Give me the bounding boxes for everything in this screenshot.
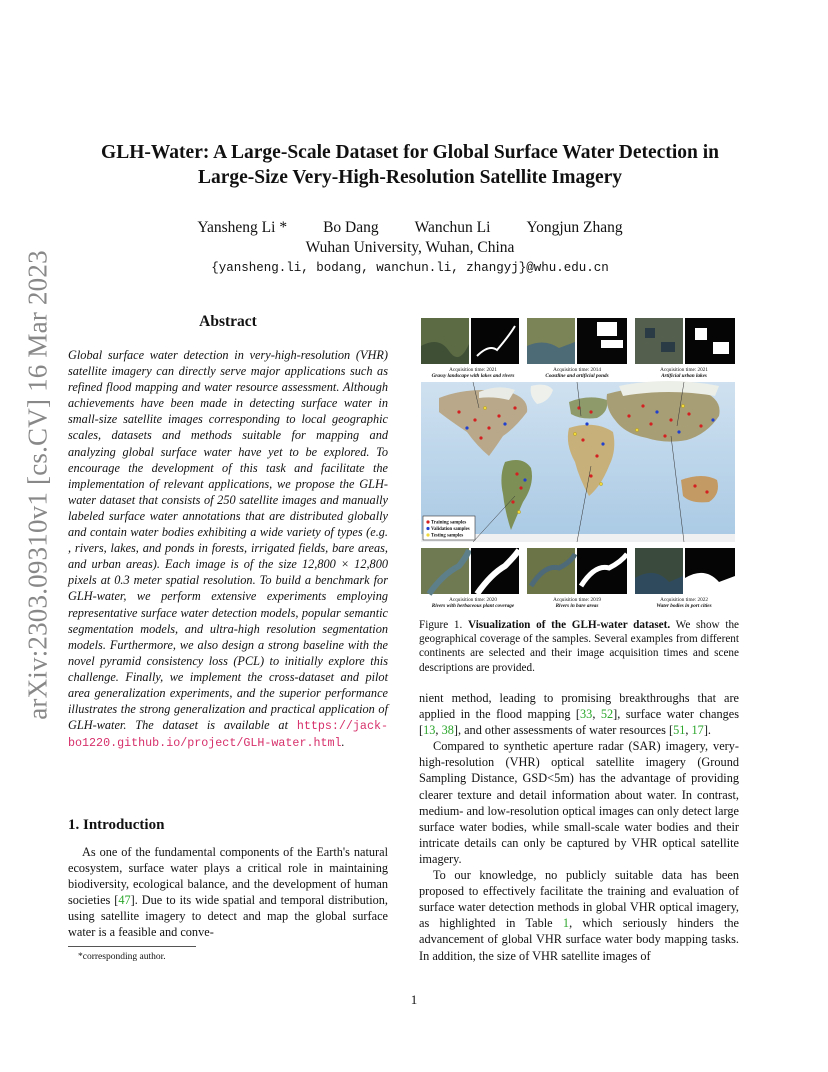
fig-top-desc-1: Grassy landscape with lakes and rivers: [431, 373, 515, 379]
page-number: 1: [410, 992, 418, 1007]
author-emails: {yansheng.li, bodang, wanchun.li, zhangyj}@whu.edu.cn: [211, 261, 609, 275]
fig-bottom-desc-3: Water bodies in port cities: [656, 603, 712, 609]
fig-top-desc-3: Artificial urban lakes: [661, 373, 707, 379]
section-heading-introduction: 1. Introduction: [68, 817, 165, 833]
fig-bottom-time-3: Acquisition time: 2022: [660, 597, 708, 603]
citation-link[interactable]: 52: [600, 707, 614, 722]
figure-1: [419, 316, 737, 612]
fig-bottom-time-1: Acquisition time: 2020: [449, 597, 497, 603]
author: Yongjun Zhang: [526, 219, 623, 236]
legend-training: Training samples: [431, 520, 467, 526]
top-thumbnails: [421, 318, 735, 364]
citation-link[interactable]: 17: [691, 723, 704, 738]
abstract-heading: Abstract: [199, 313, 257, 330]
author: Yansheng Li *: [197, 219, 288, 236]
arxiv-stamp: arXiv:2303.09310v1 [cs.CV] 16 Mar 2023: [22, 250, 53, 720]
citation-link[interactable]: 33: [580, 707, 593, 722]
paper-title: GLH-Water: A Large-Scale Dataset for Global Surface Water Detection in Large-Size Very-High-Resolution Satellite Imagery: [101, 142, 719, 188]
world-map: [421, 381, 735, 542]
paragraph: Compared to synthetic aperture radar (SAR) imagery, very-high-resolution (VHR) optical satellite imagery (Ground Sampling Distance, GSD<5m) has the advantage of providing clearer texture and detail information about water. In contrast, medium- and low-resolution optical images can only detect large surface water bodies, while small-scale water bodies and their intricate details can only be captured by VHR optical satellite imagery.: [419, 739, 739, 866]
bottom-thumbnails: [421, 548, 735, 594]
affiliation: Wuhan University, Wuhan, China: [305, 239, 515, 256]
citation-link[interactable]: 51: [673, 723, 686, 738]
footnote: *corresponding author.: [78, 952, 166, 962]
legend-testing: Testing samples: [431, 533, 464, 539]
map-legend: [423, 516, 475, 540]
citation-link[interactable]: 13: [423, 723, 436, 738]
author-list: [60, 218, 760, 238]
author: Wanchun Li: [414, 219, 491, 236]
intro-paragraph: As one of the fundamental components of the Earth's natural ecosystem, surface water plays a critical role in maintaining biodiversity, ecological balance, and the development of human societies [47]. Due to its wide spatial and temporal distribution, using satellite imagery to detect and map the global surface water is a feasible and conve-: [68, 845, 388, 940]
author: Bo Dang: [323, 219, 379, 236]
right-column-text: nient method, leading to promising breakthroughs that are applied in the flood mapping [33, 52], surface water changes [13, 38], and other assessments of water resources [51, 17]. Compared to synthetic aperture radar (SAR) imagery, very-high-resolution (VHR) optical satellite imagery (Ground Sampling Distance, GSD<5m) has the advantage of providing clearer texture and detail information about water. In contrast, medium- and low-resolution optical images can only detect large surface water bodies, while small-scale water bodies and their intricate details can only be captured by VHR optical satellite imagery. To our knowledge, no publicly suitable data has been proposed to effectively facilitate the training and evaluation of surface water detection methods in global VHR optical imagery, as highlighted in Table 1, which seriously hinders the advancement of global VHR surface water body mapping tasks. In addition, the size of VHR satellite images of: [419, 691, 739, 963]
fig-top-time-2: Acquisition time: 2014: [553, 367, 601, 373]
footnote-divider: [68, 946, 196, 947]
abstract-body: Global surface water detection in very-high-resolution (VHR) satellite imagery can directly serve major applications such as refined flood mapping and water resource assessment. Although achievements have been made in detecting surface water in small-size satellite images corresponding to local geographic scales, datasets and methods suitable for mapping and analyzing global surface water have yet to be explored. To encourage the development of this task and facilitate the implementation of relevant applications, we propose the GLH-water dataset that consists of 250 satellite images and manually labeled surface water annotations that are distributed globally and contain water bodies exhibiting a wide variety of types (e.g. , rivers, lakes, and ponds in forests, irrigated fields, bare areas, and urban areas). Each image is of the size 12,800 × 12,800 pixels at 0.3 meter spatial resolution. To build a benchmark for GLH-water, we perform extensive experiments employing representative surface water detection models, popular semantic segmentation models, and ultra-high resolution segmentation models. Furthermore, we also design a strong baseline with the novel pyramid consistency loss (PCL) to initially explore this challenge. Finally, we implement the cross-dataset and pilot area generalization experiments, and the superior performance illustrates the strong generalization and practical application of GLH-water. The dataset is available at https://jack-bo1220.github.io/project/GLH-water.html.: [68, 348, 388, 751]
citation-link[interactable]: 38: [441, 723, 454, 738]
dataset-link[interactable]: https://jack-bo1220.github.io/project/GLH-water.html: [68, 719, 388, 751]
fig-top-time-3: Acquisition time: 2021: [660, 367, 708, 373]
table-link[interactable]: 1: [562, 916, 570, 931]
fig-bottom-desc-2: Rivers in bare areas: [555, 603, 599, 609]
fig-bottom-desc-1: Rivers with herbaceous plant coverage: [431, 603, 515, 609]
fig-bottom-time-2: Acquisition time: 2019: [553, 597, 601, 603]
figure-caption: Figure 1. Visualization of the GLH-water dataset. We show the geographical coverage of the samples. Several examples from different continents are selected and their image acquisition times and scene descriptions are provided.: [419, 619, 740, 674]
fig-top-desc-2: Coastline and artificial ponds: [545, 373, 609, 379]
citation-link[interactable]: 47: [118, 893, 131, 908]
fig-top-time-1: Acquisition time: 2021: [449, 367, 497, 373]
legend-validation: Validation samples: [431, 527, 470, 532]
